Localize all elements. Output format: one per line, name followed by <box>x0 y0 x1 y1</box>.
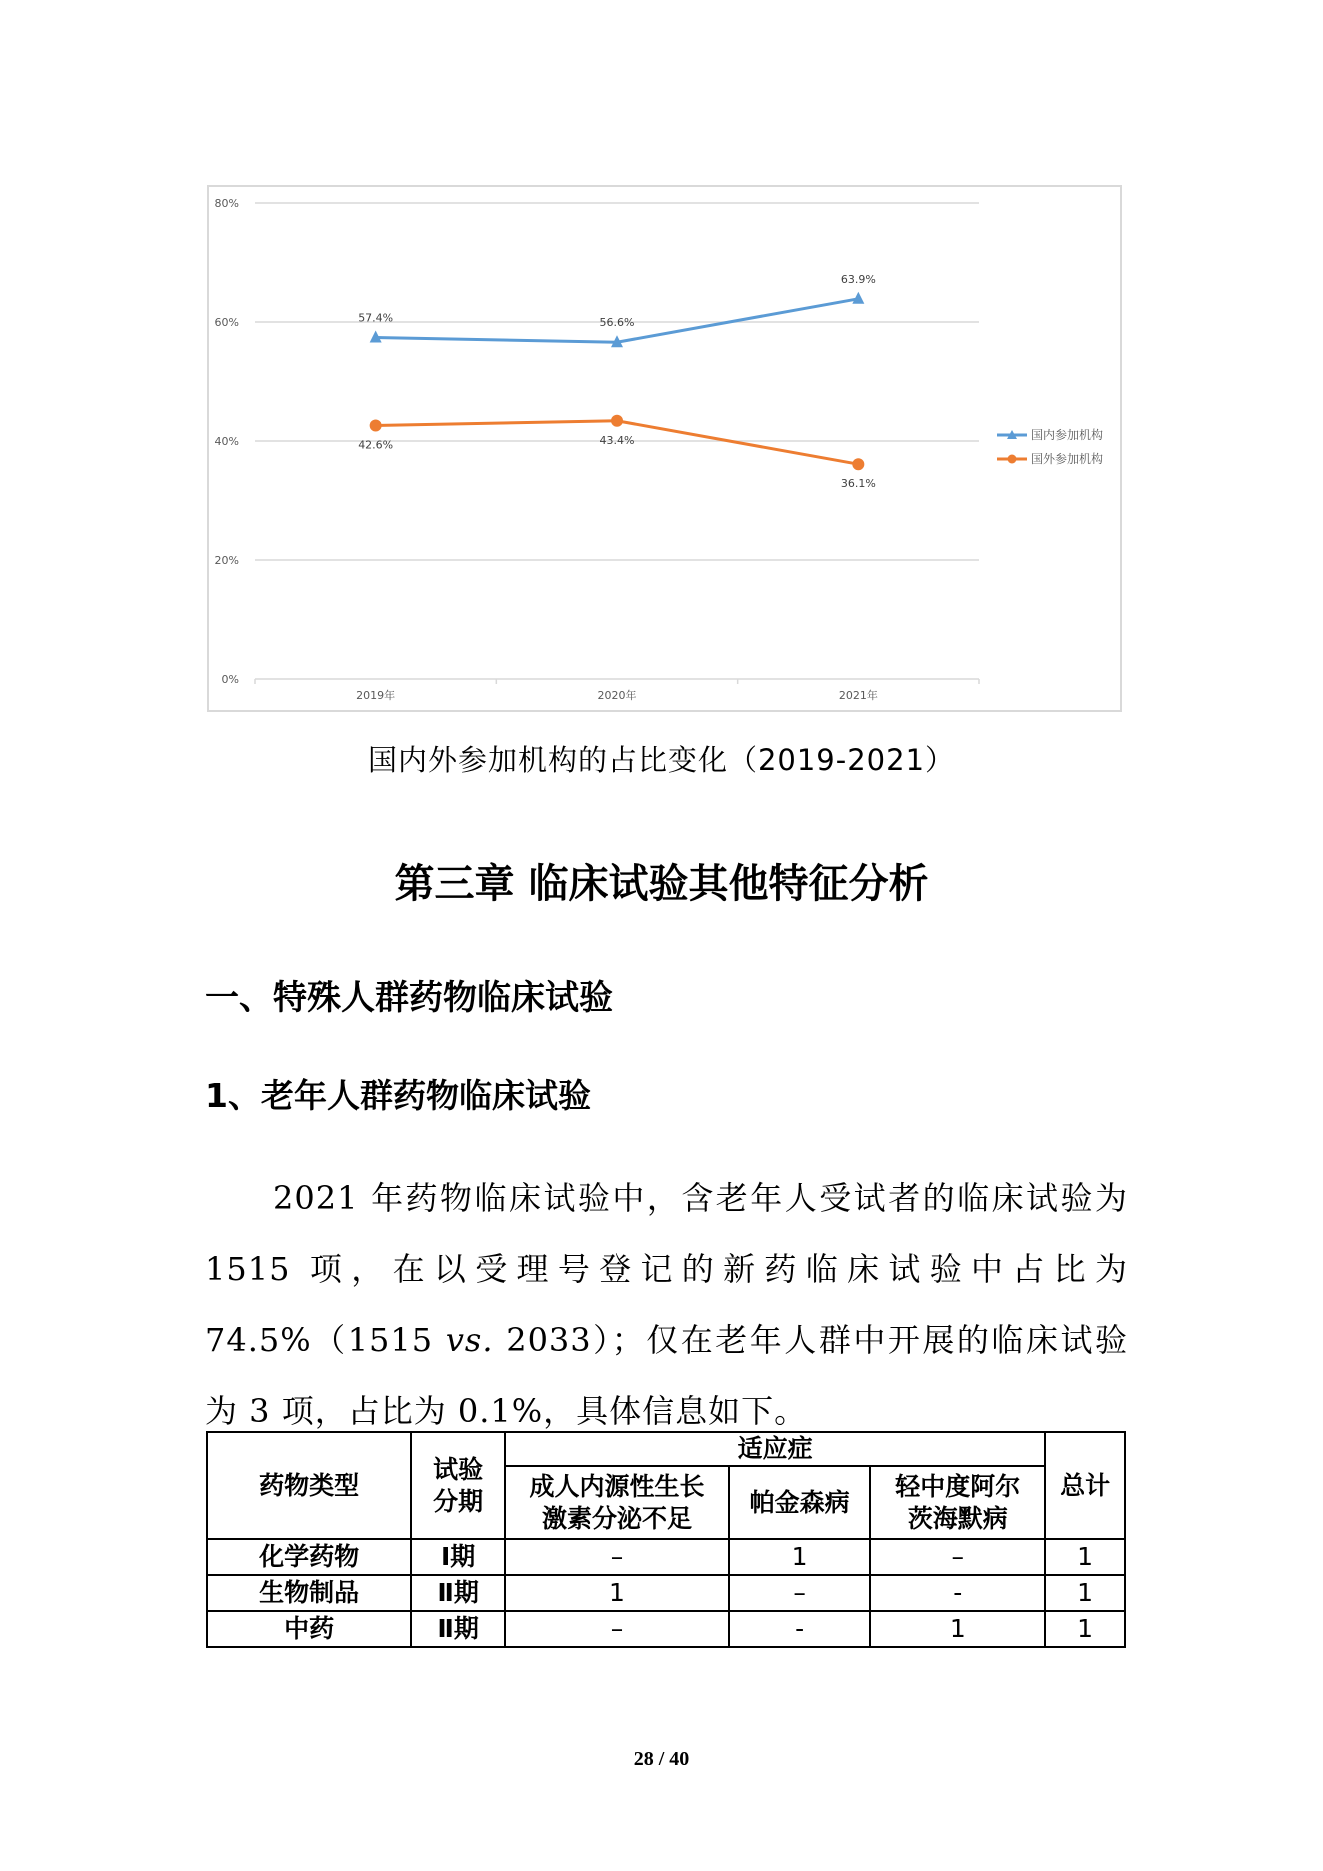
data-point <box>370 420 382 432</box>
header-phase-text: 试验分期 <box>433 1454 484 1516</box>
header-total: 总计 <box>1045 1432 1125 1539</box>
section-heading: 一、特殊人群药物临床试验 <box>205 978 613 1018</box>
cell-indication-3: - <box>870 1575 1045 1611</box>
y-tick-label: 60% <box>214 316 239 329</box>
header-indication-1 <box>505 1466 729 1539</box>
paragraph-vs: vs. <box>445 1321 494 1359</box>
header-drug-type: 药物类型 <box>207 1432 411 1539</box>
line-chart <box>209 187 1120 710</box>
cell-indication-1: – <box>505 1611 729 1647</box>
cell-drug-type: 化学药物 <box>207 1539 411 1575</box>
data-label: 63.9% <box>840 272 876 286</box>
y-tick-label: 0% <box>221 673 239 686</box>
header-indication-3 <box>870 1466 1045 1539</box>
x-tick-label: 2021年 <box>838 689 878 702</box>
paragraph-text-2: 2033）；仅在老年人群中开展的临床试验为 3 项，占比为 0.1%，具体信息如下。 <box>205 1321 1128 1430</box>
data-label: 42.6% <box>358 438 394 452</box>
table-row <box>207 1539 1125 1575</box>
elderly-trials-table <box>206 1431 1126 1648</box>
x-tick-label: 2020年 <box>597 689 637 702</box>
data-point <box>852 458 864 470</box>
cell-indication-3: 1 <box>870 1611 1045 1647</box>
data-label: 56.6% <box>599 316 635 330</box>
chart-frame <box>207 185 1122 712</box>
cell-indication-2: - <box>729 1611 871 1647</box>
cell-indication-3: – <box>870 1539 1045 1575</box>
data-label: 43.4% <box>599 433 635 447</box>
legend-label: 国内参加机构 <box>1031 428 1104 442</box>
paragraph-text-1: 2021 年药物临床试验中，含老年人受试者的临床试验为 1515 项，在以受理号登记的新药临床试验中占比为 74.5%（1515 <box>205 1179 1128 1359</box>
table-row <box>207 1611 1125 1647</box>
data-point <box>852 292 864 304</box>
cell-indication-2: 1 <box>729 1539 871 1575</box>
data-label: 57.4% <box>358 311 394 325</box>
y-tick-label: 20% <box>214 554 239 567</box>
y-tick-label: 40% <box>214 435 239 448</box>
cell-total: 1 <box>1045 1611 1125 1647</box>
cell-drug-type: 中药 <box>207 1611 411 1647</box>
header-phase <box>411 1432 505 1539</box>
table-row <box>207 1575 1125 1611</box>
cell-drug-type: 生物制品 <box>207 1575 411 1611</box>
header-indication: 适应症 <box>505 1432 1045 1466</box>
subsection-heading: 1、老年人群药物临床试验 <box>205 1076 591 1115</box>
chapter-title: 第三章 临床试验其他特征分析 <box>394 861 929 907</box>
cell-indication-1: 1 <box>505 1575 729 1611</box>
cell-indication-1: – <box>505 1539 729 1575</box>
body-paragraph <box>205 1163 1128 1447</box>
header-indication-2: 帕金森病 <box>729 1466 871 1539</box>
cell-phase: Ⅰ期 <box>411 1539 505 1575</box>
header-indication-1-text: 成人内源性生长激素分泌不足 <box>529 1471 705 1533</box>
figure-caption: 国内外参加机构的占比变化（2019-2021） <box>367 743 956 777</box>
legend-label: 国外参加机构 <box>1031 452 1104 466</box>
cell-total: 1 <box>1045 1575 1125 1611</box>
y-tick-label: 80% <box>214 197 239 210</box>
data-label: 36.1% <box>840 477 876 491</box>
cell-phase: Ⅱ期 <box>411 1575 505 1611</box>
data-point <box>611 415 623 427</box>
cell-total: 1 <box>1045 1539 1125 1575</box>
cell-phase: Ⅱ期 <box>411 1611 505 1647</box>
cell-indication-2: – <box>729 1575 871 1611</box>
legend-marker <box>1008 455 1017 464</box>
page-number: 28 / 40 <box>633 1748 690 1770</box>
x-tick-label: 2019年 <box>356 689 396 702</box>
header-indication-3-text: 轻中度阿尔茨海默病 <box>895 1471 1021 1533</box>
